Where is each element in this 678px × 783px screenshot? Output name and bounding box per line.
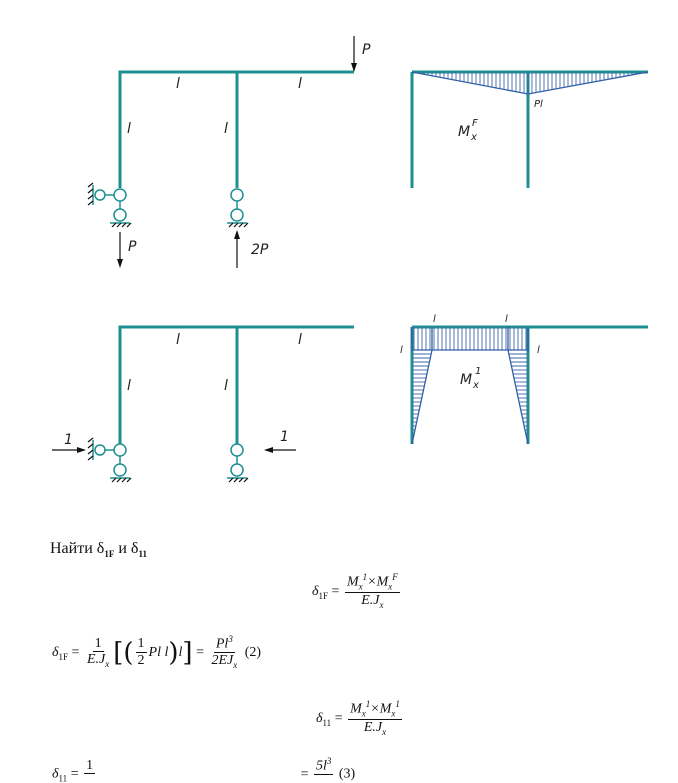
find-heading <box>50 540 147 559</box>
fraction: 1 <box>86 757 94 773</box>
mf-label-sub: x <box>471 132 477 143</box>
equation-number: (2) <box>244 645 262 661</box>
length-label: l <box>176 332 180 348</box>
length-label: l <box>505 314 508 325</box>
delta-symbol: δ <box>96 540 105 557</box>
numerator: $M_x^1\times M_x^F$ <box>346 572 398 592</box>
inner-term: Pl l <box>148 645 169 661</box>
moment-diagram-mf <box>412 72 648 188</box>
delta-subscript: 1F <box>104 549 115 560</box>
length-label: l <box>127 121 131 137</box>
delta-subscript: 11 <box>322 717 332 728</box>
loaded-frame <box>88 36 371 268</box>
find-and: и <box>114 540 131 557</box>
length-label: l <box>433 314 436 325</box>
mf-label-sup: F <box>472 118 478 129</box>
length-label: l <box>298 76 302 92</box>
equation-number: (3) <box>338 766 356 782</box>
equation-3: $\delta_{11}$ = $\frac{M_x^1\times M_x^1}{E.J_x}$ <box>316 699 400 738</box>
delta-symbol: δ <box>312 584 319 600</box>
delta-symbol: δ <box>52 766 59 782</box>
moment-value-pl: Pl <box>534 99 543 110</box>
length-label: l <box>298 332 302 348</box>
m1-label: M <box>460 372 473 388</box>
m1-label-sub: x <box>473 380 479 391</box>
m1-label-sup: 1 <box>475 366 482 377</box>
unit-load-label: 1 <box>280 429 289 445</box>
denominator: $E.J_x$ <box>86 652 110 670</box>
delta-symbol: δ <box>52 645 59 661</box>
unit-load-frame <box>52 327 354 482</box>
fraction: $5l^3$ <box>316 756 332 774</box>
equation-1: $\delta_{1F}$ = $\frac{M_x^1\times M_x^F}{E.J_x}$ <box>312 572 398 611</box>
find-prefix: Найти <box>50 540 97 557</box>
moment-diagram-m1 <box>400 314 648 444</box>
length-label: l <box>127 378 131 394</box>
delta-subscript: 1F <box>318 590 329 601</box>
delta-subscript: 11 <box>58 773 68 783</box>
delta-subscript: 1F <box>58 651 69 662</box>
reaction-label-p: P <box>128 239 137 255</box>
length-label: l <box>224 121 228 137</box>
length-label: l <box>537 345 540 356</box>
length-label: l <box>400 345 403 356</box>
equation-4: $\delta_{11}$ = 1 = $5l^3$ (3) <box>52 757 355 783</box>
reaction-label-2p: 2P <box>251 242 269 258</box>
fraction: $\frac{Pl^3}{2EJ_x}$ <box>211 634 238 670</box>
load-label-p: P <box>362 42 371 58</box>
fraction: $\frac{1}{E.J_x}$ <box>86 635 110 670</box>
denominator: $E.J_x$ <box>361 593 384 611</box>
delta-symbol: δ <box>130 540 139 557</box>
length-label: l <box>176 76 180 92</box>
length-label: l <box>224 378 228 394</box>
equation-2: $\delta_{1F}$ = $\frac{1}{E.J_x}$ [( $\frac{1}{2}$ Pl l)l] = $\frac{Pl^3}{2EJ_x}$ (2) <box>52 634 262 670</box>
delta-symbol: δ <box>316 711 323 727</box>
unit-load-label: 1 <box>64 432 73 448</box>
mf-label: M <box>458 124 471 140</box>
fraction: $\frac{1}{2}$ <box>137 636 145 668</box>
fraction: $\frac{M_x^1\times M_x^1}{E.J_x}$ <box>350 699 400 738</box>
fraction <box>345 573 400 611</box>
delta-subscript: 11 <box>138 549 147 560</box>
